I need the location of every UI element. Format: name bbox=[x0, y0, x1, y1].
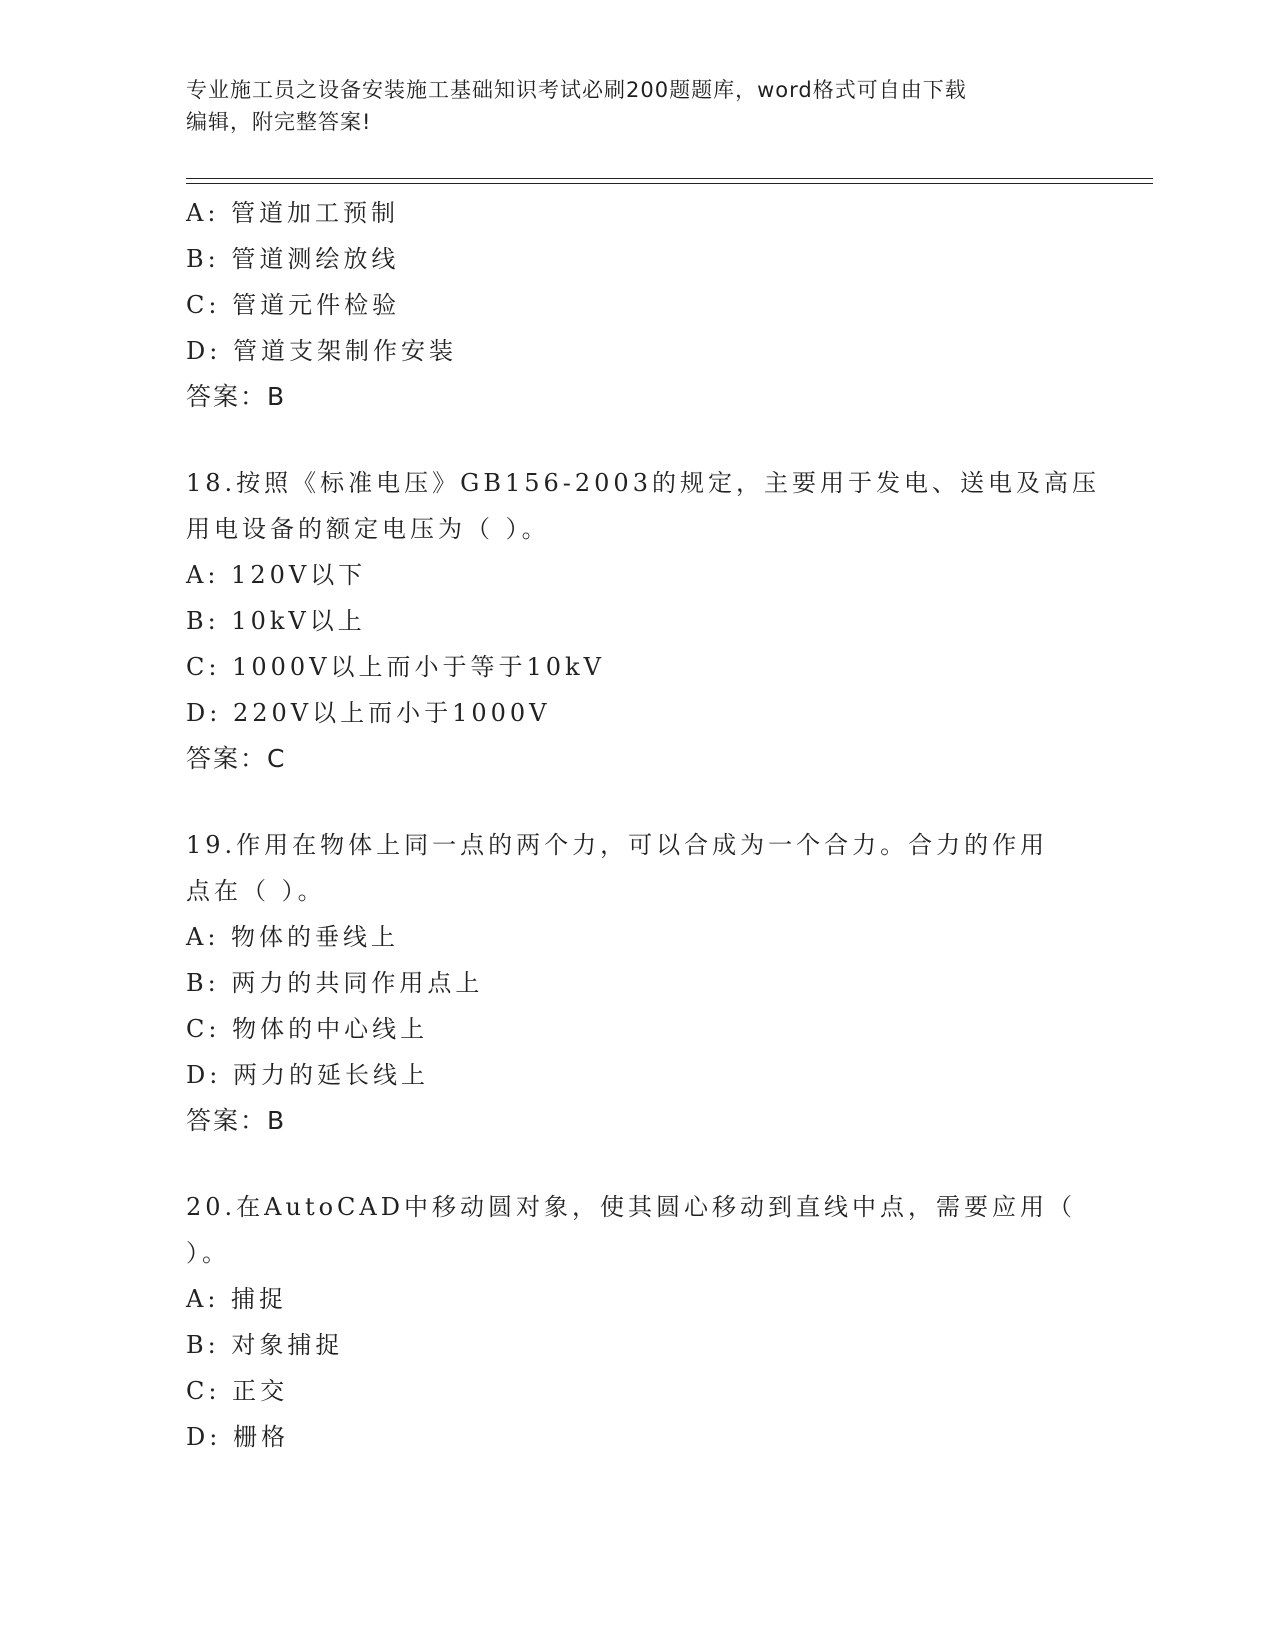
q18-text-line-2: 用电设备的额定电压为（ ）。 bbox=[186, 515, 550, 543]
q17-option-a: A: 管道加工预制 bbox=[186, 199, 400, 227]
q19-option-d: D: 两力的延长线上 bbox=[186, 1061, 429, 1089]
q17-option-d: D: 管道支架制作安装 bbox=[186, 337, 457, 365]
q17-option-b: B: 管道测绘放线 bbox=[186, 245, 400, 273]
q17-answer: 答案：B bbox=[186, 382, 287, 411]
q18-answer: 答案：C bbox=[186, 744, 287, 773]
q20-option-c: C: 正交 bbox=[186, 1377, 289, 1405]
q18-option-d: D: 220V以上而小于1000V bbox=[186, 699, 551, 727]
q18-option-b: B: 10kV以上 bbox=[186, 607, 366, 635]
q17-option-c: C: 管道元件检验 bbox=[186, 291, 401, 319]
header-line-2: 编辑，附完整答案! bbox=[186, 110, 372, 134]
q19-option-b: B: 两力的共同作用点上 bbox=[186, 969, 484, 997]
q19-text-line-2: 点在（ ）。 bbox=[186, 877, 326, 905]
q19-option-a: A: 物体的垂线上 bbox=[186, 923, 400, 951]
question-20 bbox=[186, 1184, 1086, 1460]
q20-option-d: D: 栅格 bbox=[186, 1423, 289, 1451]
question-17 bbox=[186, 190, 1086, 420]
question-18 bbox=[186, 460, 1100, 782]
q20-option-a: A: 捕捉 bbox=[186, 1285, 288, 1313]
q19-question-text bbox=[186, 822, 1086, 914]
q18-question-text bbox=[186, 460, 1100, 552]
q19-text-line-1: 19.作用在物体上同一点的两个力，可以合成为一个合力。合力的作用 bbox=[186, 831, 1049, 859]
q20-text-line-2: ）。 bbox=[186, 1239, 230, 1267]
header-divider-top bbox=[186, 178, 1153, 179]
header-line-1: 专业施工员之设备安装施工基础知识考试必刷200题题库，word格式可自由下载 bbox=[186, 78, 967, 102]
question-19 bbox=[186, 822, 1086, 1144]
document-header bbox=[186, 74, 1086, 138]
q18-option-a: A: 120V以下 bbox=[186, 561, 367, 589]
q20-option-b: B: 对象捕捉 bbox=[186, 1331, 344, 1359]
q18-text-line-1: 18.按照《标准电压》GB156-2003的规定，主要用于发电、送电及高压 bbox=[186, 469, 1100, 497]
q20-question-text bbox=[186, 1184, 1086, 1276]
q20-text-line-1: 20.在AutoCAD中移动圆对象，使其圆心移动到直线中点，需要应用（ bbox=[186, 1193, 1076, 1221]
q19-option-c: C: 物体的中心线上 bbox=[186, 1015, 429, 1043]
q18-option-c: C: 1000V以上而小于等于10kV bbox=[186, 653, 605, 681]
header-divider-bottom bbox=[186, 183, 1153, 184]
question-list bbox=[186, 190, 1100, 1460]
q19-answer: 答案：B bbox=[186, 1106, 287, 1135]
